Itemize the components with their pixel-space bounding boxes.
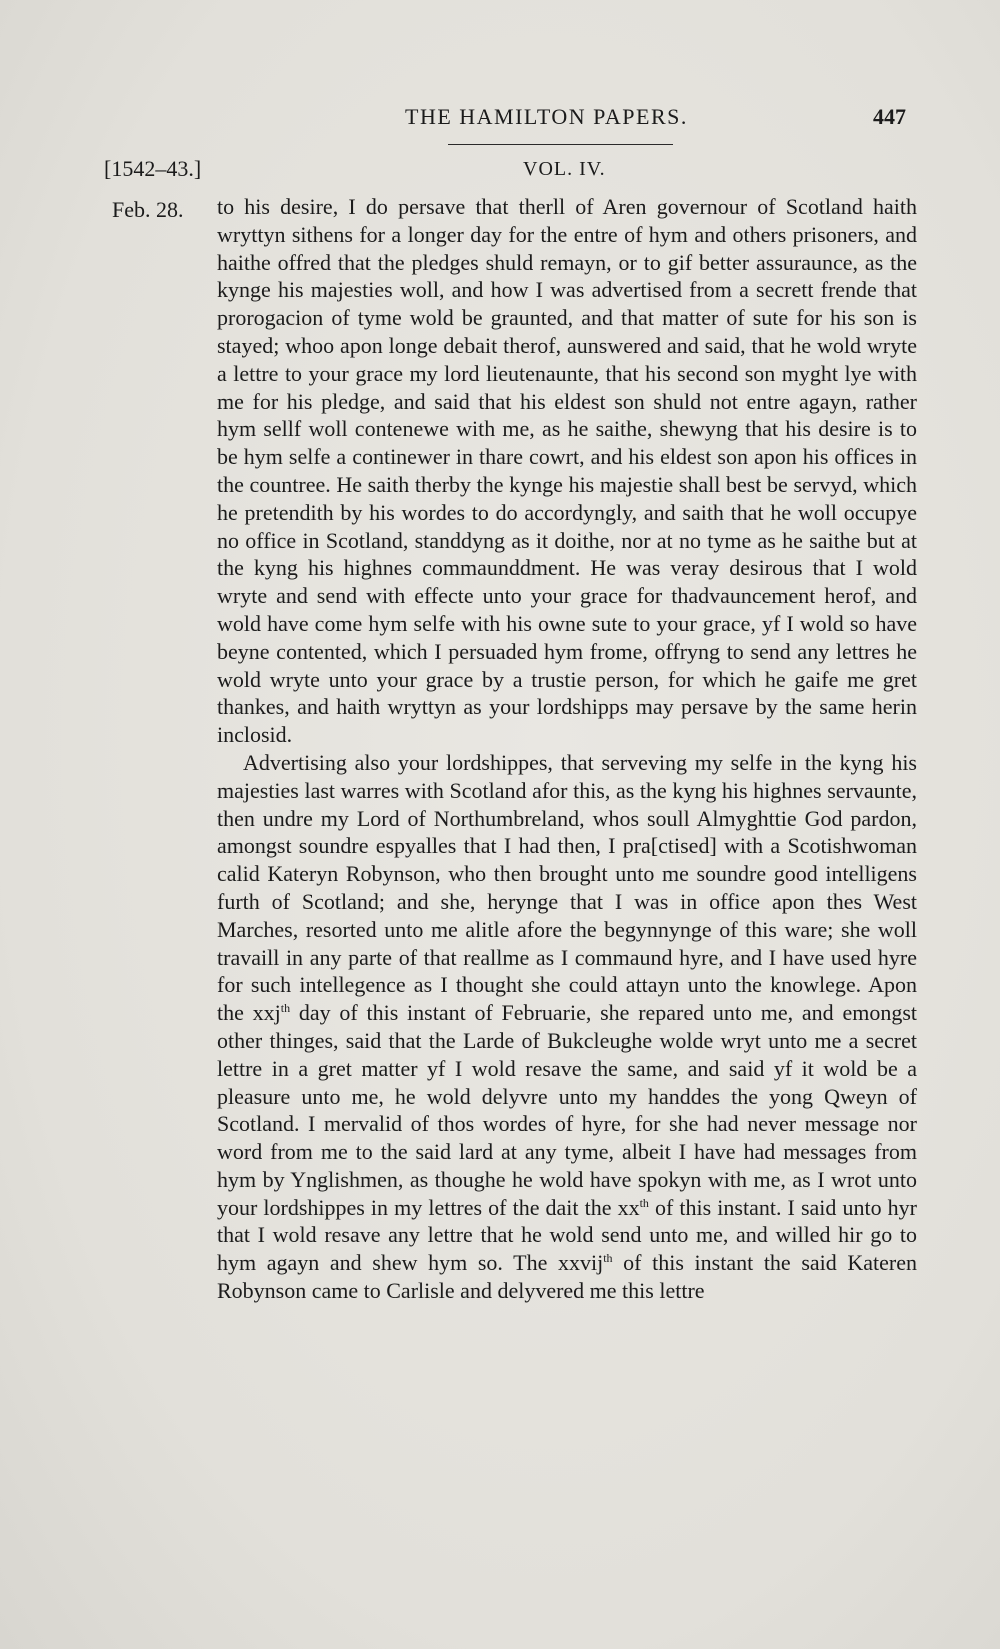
running-title: THE HAMILTON PAPERS.	[405, 104, 688, 129]
volume-label: VOL. IV.	[523, 158, 606, 180]
header-rule	[448, 144, 673, 145]
ordinal-suffix: th	[603, 1251, 613, 1266]
margin-date: Feb. 28.	[112, 197, 184, 222]
paragraph-1: to his desire, I do persave that therll of Aren governour of Scotland haith wryttyn sithens for a longer day for the entre of hym and others prisoners, and haithe offred that the pledges shuld remayn, or to gif better assuraunce, as the kynge his majesties woll, and how I was advertised from a secrett frende that prorogacion of tyme wold be graunted, and that matter of sute for his son is stayed; whoo apon longe debait therof, aunswered and said, that he wold wryte a lettre to your grace my lord lieutenaunte, that his second son myght lye with me for his pledge, and said that his eldest son shuld not entre agayn, rather hym sellf woll contenewe with me, as he saithe, shewyng that his desire is to be hym selfe a continewer in thare cowrt, and his eldest son apon his offices in the countree. He saith therby the kynge his majestie shall best be servyd, which he pretendith by his wordes to do accordyngly, and saith that he woll occupye no office in Scotland, standdyng as it doithe, nor at no tyme as he saithe but at the kyng his highnes commaunddment. He was veray desirous that I wold wryte and send with effecte unto your grace for thadvauncement herof, and wold have come hym selfe with his owne sute to your grace, yf I wold so have beyne contented, which I persuaded hym frome, offryng to send any lettres he wold wryte unto your grace by a trustie person, for which he gaife me gret thankes, and haith wryttyn as your lordshipps may persave by the same herin inclosid.	[217, 194, 917, 748]
page-number: 447	[873, 104, 906, 129]
paragraph-2-part-a: Advertising also your lordshippes, that serveving my selfe in the kyng his majesties last warres with Scotland afor this, as the kyng his highnes servaunte, then undre my Lord of Northumbreland, whos soull Almyghttie God pardon, amongst soundre espyalles that I had then, I pra[ctised] with a Scotishwoman calid Kateryn Robynson, who then brought unto me soundre good intelligens furth of Scotland; and she, herynge that I was in office apon thes West Marches, resorted unto me alitle afore the begynnynge of this ware; she woll travaill in any parte of that reallme as I commaund hyre, and I have used hyre for such intellegence as I thought she could attayn unto the knowlege. Apon the xxj	[217, 749, 917, 1026]
ordinal-suffix: th	[280, 1001, 291, 1016]
paragraph-2-part-c: of this instant. I said unto hyr that I wold resave any lettre that he wold send unto me, and willed hir go to hym agayn and shew hym so. The xxvij	[217, 1194, 917, 1276]
date-range: [1542–43.]	[104, 156, 202, 181]
paragraph-2	[217, 749, 917, 1305]
running-head	[0, 104, 1000, 134]
body-text	[217, 193, 917, 1305]
paragraph-2-part-d: of this instant the said Kateren Robynson came to Carlisle and delyvered me this lettre	[217, 1250, 918, 1304]
paragraph-2-part-b: day of this instant of Februarie, she repared unto me, and emongst other thinges, said that the Larde of Bukcleughe wolde wryt unto me a secret lettre in a gret matter yf I wold resave the same, and said yf it wold be a pleasure unto me, he wold delyvre unto my handdes the yong Qweyn of Scotland. I mervalid of thos wordes of hyre, for she had never message nor word from me to the said lard at any tyme, albeit I have had messages from hym by Ynglishmen, as thoughe he wold have spokyn with me, as I wrot unto your lordshippes in my lettres of the dait the xx	[217, 1000, 917, 1220]
ordinal-suffix: th	[639, 1195, 649, 1210]
